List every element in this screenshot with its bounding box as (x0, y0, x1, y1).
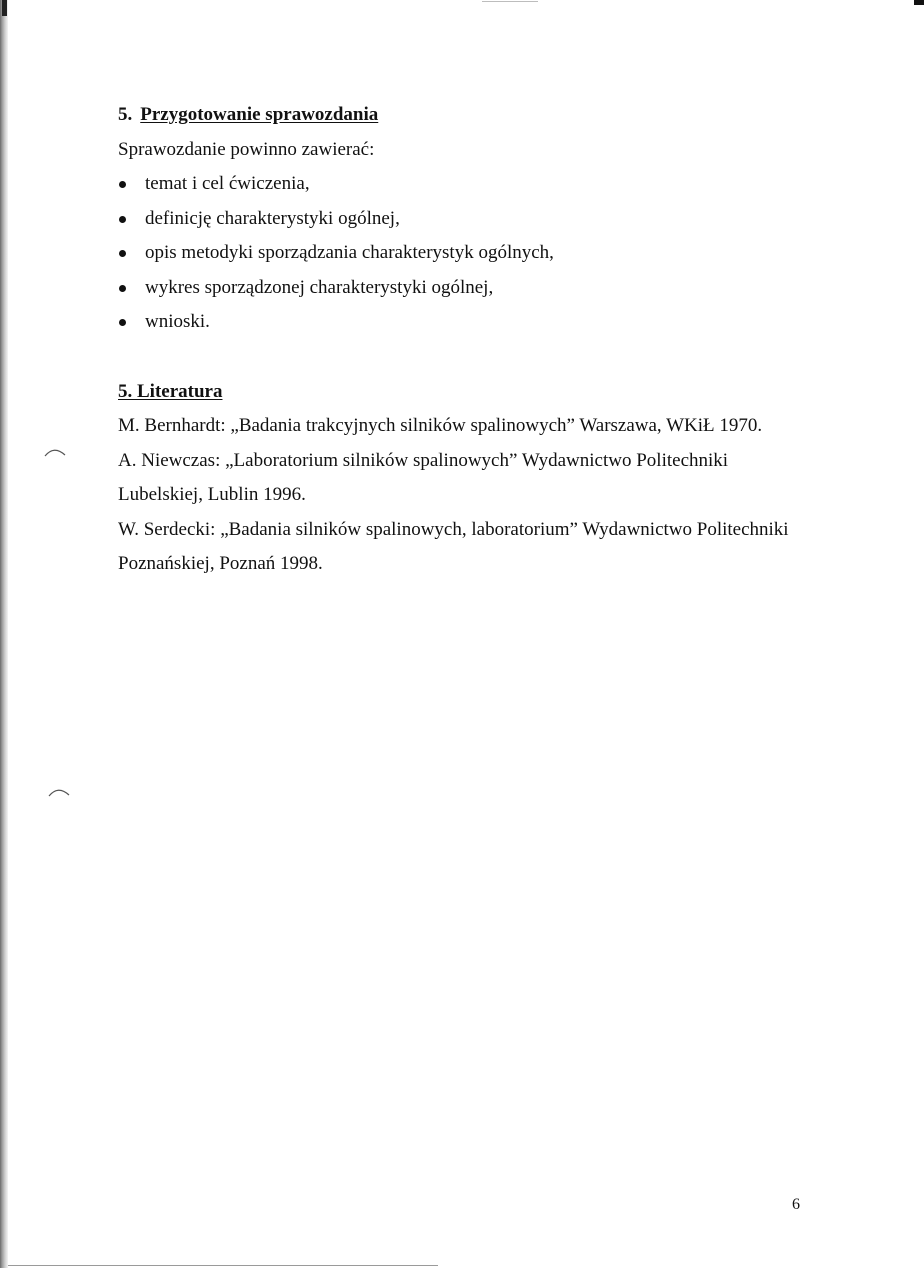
scan-left-edge (0, 0, 8, 1268)
main-content (118, 98, 808, 582)
list-item-text: definicję charakterystyki ogólnej, (145, 207, 400, 229)
list-item (118, 236, 808, 271)
reference-item: M. Bernhardt: „Badania trakcyjnych silników spalinowych” Warszawa, WKiŁ 1970. (118, 415, 763, 436)
list-item-text: wykres sporządzonej charakterystyki ogólnej, (145, 276, 494, 298)
scan-top-line (482, 1, 538, 2)
report-heading-number: 5. (118, 104, 133, 125)
punch-hole-mark-lower (48, 787, 70, 797)
list-item-text: opis metodyki sporządzania charakterystyk ogólnych, (145, 242, 554, 263)
bullet-icon (119, 216, 126, 223)
scan-top-right-mark (914, 0, 924, 5)
bullet-icon (119, 181, 126, 188)
list-item (118, 271, 808, 306)
report-heading (118, 98, 808, 133)
punch-hole-mark-upper (44, 447, 66, 457)
reference-item: W. Serdecki: „Badania silników spalinowych, laboratorium” Wydawnictwo Politechniki Poznańskiej, Poznań 1998. (118, 518, 789, 574)
section-spacer (118, 340, 808, 375)
bullet-icon (119, 250, 126, 257)
reference-item: A. Niewczas: „Laboratorium silników spalinowych” Wydawnictwo Politechniki Lubelskiej, Lublin 1996. (118, 449, 729, 505)
page-number: 6 (792, 1196, 800, 1213)
bullet-icon (119, 285, 126, 292)
list-item (118, 202, 808, 237)
bullet-icon (119, 319, 126, 326)
scan-bottom-line (8, 1265, 438, 1266)
list-item (118, 305, 808, 340)
report-requirements-list (118, 167, 808, 340)
report-heading-title: Przygotowanie sprawozdania (140, 104, 379, 125)
list-item (118, 167, 808, 202)
report-intro: Sprawozdanie powinno zawierać: (118, 138, 375, 160)
list-item-text: temat i cel ćwiczenia, (145, 173, 310, 194)
scan-corner-mark (2, 0, 7, 16)
list-item-text: wnioski. (145, 311, 210, 332)
literature-heading: 5. Literatura (118, 380, 223, 402)
